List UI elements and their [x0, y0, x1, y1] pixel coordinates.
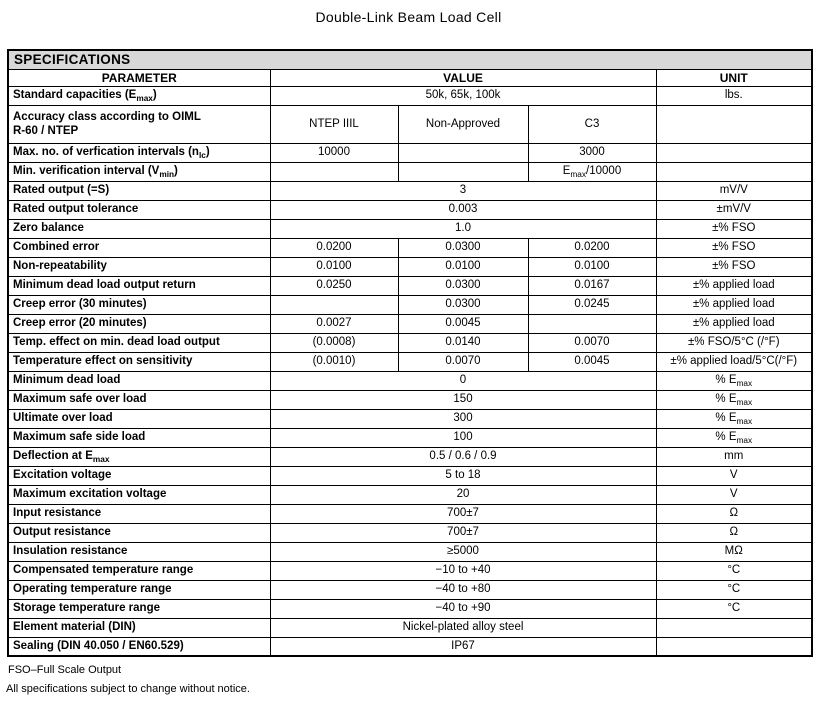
- table-row: [8, 105, 812, 143]
- unit-cell: lbs.: [656, 86, 812, 105]
- value-cell: (0.0010): [270, 352, 398, 371]
- unit-cell: ±% applied load: [656, 276, 812, 295]
- value-cell: 0.0300: [398, 295, 528, 314]
- param-cell: Creep error (30 minutes): [8, 295, 270, 314]
- param-cell: Insulation resistance: [8, 542, 270, 561]
- unit-cell: % $E_{max}$: [656, 390, 812, 409]
- value-cell: 0.0070: [528, 333, 656, 352]
- table-row: [8, 447, 812, 466]
- value-cell: [270, 295, 398, 314]
- value-cell: C3: [528, 105, 656, 143]
- table-row: [8, 314, 812, 333]
- table-row: [8, 86, 812, 105]
- param-cell: Deflection at $E_{max}$: [8, 447, 270, 466]
- specs-section-header: SPECIFICATIONS: [8, 50, 812, 69]
- table-row: [8, 561, 812, 580]
- value-cell: 1.0: [270, 219, 656, 238]
- value-cell: 0.0300: [398, 276, 528, 295]
- table-row: [8, 485, 812, 504]
- value-cell: 0.5 / 0.6 / 0.9: [270, 447, 656, 466]
- value-cell: NTEP IIIL: [270, 105, 398, 143]
- unit-cell: % $E_{max}$: [656, 371, 812, 390]
- table-row: [8, 200, 812, 219]
- page-title: Double-Link Beam Load Cell: [315, 9, 502, 25]
- param-cell: Sealing (DIN 40.050 / EN60.529): [8, 637, 270, 656]
- param-cell: Minimum dead load: [8, 371, 270, 390]
- param-cell: Maximum safe over load: [8, 390, 270, 409]
- param-cell: Combined error: [8, 238, 270, 257]
- param-cell: Compensated temperature range: [8, 561, 270, 580]
- value-cell: Nickel-plated alloy steel: [270, 618, 656, 637]
- table-row: [8, 352, 812, 371]
- value-cell: 0.0100: [528, 257, 656, 276]
- value-cell: 0.0100: [270, 257, 398, 276]
- unit-cell: mV/V: [656, 181, 812, 200]
- unit-cell: °C: [656, 580, 812, 599]
- value-cell: 3000: [528, 143, 656, 162]
- specs-table-head: [8, 50, 812, 86]
- param-cell: Storage temperature range: [8, 599, 270, 618]
- param-cell: Creep error (20 minutes): [8, 314, 270, 333]
- param-cell: Accuracy class according to OIML R-60 / NTEP: [8, 105, 270, 143]
- value-cell: 0.003: [270, 200, 656, 219]
- unit-cell: °C: [656, 561, 812, 580]
- param-cell: Temp. effect on min. dead load output: [8, 333, 270, 352]
- value-cell: 0.0027: [270, 314, 398, 333]
- param-cell: Input resistance: [8, 504, 270, 523]
- param-cell: Ultimate over load: [8, 409, 270, 428]
- param-cell: Max. no. of verfication intervals $(n_{lc})$: [8, 143, 270, 162]
- param-cell: Standard capacities $(E_{max})$: [8, 86, 270, 105]
- value-cell: 300: [270, 409, 656, 428]
- value-cell: 0.0045: [528, 352, 656, 371]
- value-cell: [398, 162, 528, 181]
- unit-cell: MΩ: [656, 542, 812, 561]
- specs-table-body: [8, 86, 812, 656]
- table-row: [8, 276, 812, 295]
- table-row: [8, 599, 812, 618]
- table-row: [8, 333, 812, 352]
- unit-cell: ±% FSO: [656, 257, 812, 276]
- value-cell: 700±7: [270, 504, 656, 523]
- value-cell: 10000: [270, 143, 398, 162]
- unit-cell: [656, 143, 812, 162]
- value-cell: (0.0008): [270, 333, 398, 352]
- param-cell: Zero balance: [8, 219, 270, 238]
- unit-cell: [656, 637, 812, 656]
- value-cell: 0.0200: [270, 238, 398, 257]
- value-cell: 0: [270, 371, 656, 390]
- table-row: [8, 390, 812, 409]
- value-cell: 50k, 65k, 100k: [270, 86, 656, 105]
- section-header-row: [8, 50, 812, 69]
- unit-cell: [656, 105, 812, 143]
- unit-cell: ±mV/V: [656, 200, 812, 219]
- table-row: [8, 523, 812, 542]
- value-cell: 0.0250: [270, 276, 398, 295]
- footnotes: [6, 664, 817, 695]
- table-row: [8, 219, 812, 238]
- value-cell: 0.0070: [398, 352, 528, 371]
- unit-cell: ±% applied load: [656, 314, 812, 333]
- table-row: [8, 428, 812, 447]
- unit-cell: mm: [656, 447, 812, 466]
- unit-cell: Ω: [656, 523, 812, 542]
- value-cell: 0.0167: [528, 276, 656, 295]
- value-cell: 0.0200: [528, 238, 656, 257]
- param-cell: Temperature effect on sensitivity: [8, 352, 270, 371]
- table-row: [8, 409, 812, 428]
- table-row: [8, 257, 812, 276]
- value-cell: 0.0245: [528, 295, 656, 314]
- param-cell: Output resistance: [8, 523, 270, 542]
- unit-cell: V: [656, 485, 812, 504]
- param-cell: Maximum excitation voltage: [8, 485, 270, 504]
- value-cell: 0.0045: [398, 314, 528, 333]
- unit-cell: V: [656, 466, 812, 485]
- value-cell: −40 to +90: [270, 599, 656, 618]
- table-row: [8, 580, 812, 599]
- value-cell: $E_{max}/10000$: [528, 162, 656, 181]
- unit-cell: % $E_{max}$: [656, 428, 812, 447]
- value-cell: Non-Approved: [398, 105, 528, 143]
- unit-cell: ±% applied load/5°C(/°F): [656, 352, 812, 371]
- column-header-row: [8, 69, 812, 86]
- value-cell: 700±7: [270, 523, 656, 542]
- param-cell: Minimum dead load output return: [8, 276, 270, 295]
- table-row: [8, 181, 812, 200]
- value-cell: IP67: [270, 637, 656, 656]
- footnote-disclaimer: All specifications subject to change without notice.: [6, 683, 250, 695]
- param-cell: Maximum safe side load: [8, 428, 270, 447]
- param-cell: Excitation voltage: [8, 466, 270, 485]
- unit-cell: [656, 162, 812, 181]
- param-cell: Non-repeatability: [8, 257, 270, 276]
- specs-table: [7, 49, 813, 657]
- col-header-unit: UNIT: [656, 69, 812, 86]
- unit-cell: °C: [656, 599, 812, 618]
- table-row: [8, 504, 812, 523]
- table-row: [8, 466, 812, 485]
- value-cell: −10 to +40: [270, 561, 656, 580]
- value-cell: [528, 314, 656, 333]
- value-cell: ≥5000: [270, 542, 656, 561]
- col-header-parameter: PARAMETER: [8, 69, 270, 86]
- unit-cell: ±% FSO: [656, 219, 812, 238]
- unit-cell: [656, 618, 812, 637]
- value-cell: 150: [270, 390, 656, 409]
- unit-cell: % $E_{max}$: [656, 409, 812, 428]
- value-cell: 0.0100: [398, 257, 528, 276]
- footnote-fso: FSO–Full Scale Output: [8, 664, 122, 676]
- unit-cell: ±% FSO: [656, 238, 812, 257]
- value-cell: [398, 143, 528, 162]
- table-row: [8, 162, 812, 181]
- value-cell: 3: [270, 181, 656, 200]
- table-row: [8, 295, 812, 314]
- param-cell: Operating temperature range: [8, 580, 270, 599]
- table-row: [8, 637, 812, 656]
- value-cell: −40 to +80: [270, 580, 656, 599]
- value-cell: 0.0300: [398, 238, 528, 257]
- param-cell: Rated output tolerance: [8, 200, 270, 219]
- unit-cell: ±% FSO/5°C (/°F): [656, 333, 812, 352]
- table-row: [8, 143, 812, 162]
- unit-cell: Ω: [656, 504, 812, 523]
- value-cell: 100: [270, 428, 656, 447]
- value-cell: 0.0140: [398, 333, 528, 352]
- table-row: [8, 238, 812, 257]
- table-row: [8, 542, 812, 561]
- table-row: [8, 618, 812, 637]
- value-cell: [270, 162, 398, 181]
- value-cell: 20: [270, 485, 656, 504]
- param-cell: Min. verification interval $(V_{min})$: [8, 162, 270, 181]
- table-row: [8, 371, 812, 390]
- param-cell: Rated output (=S): [8, 181, 270, 200]
- col-header-value: VALUE: [270, 69, 656, 86]
- param-cell: Element material (DIN): [8, 618, 270, 637]
- unit-cell: ±% applied load: [656, 295, 812, 314]
- value-cell: 5 to 18: [270, 466, 656, 485]
